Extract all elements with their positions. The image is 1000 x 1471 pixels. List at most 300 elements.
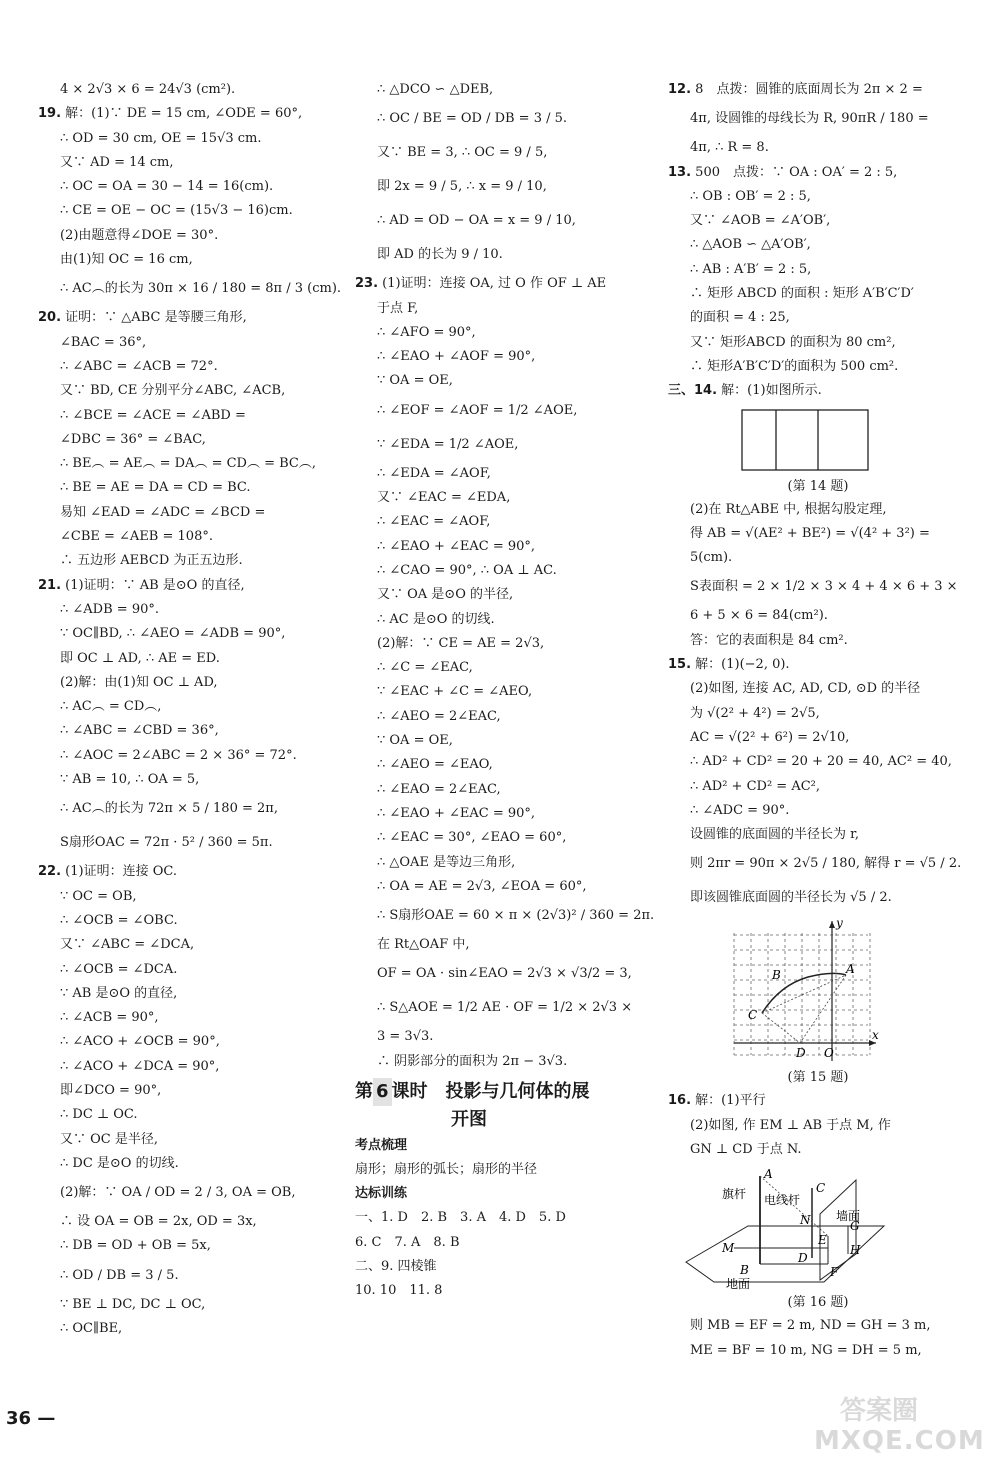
answer-line	[668, 306, 968, 330]
question-number: 22.	[38, 864, 62, 880]
answer-text: ∵ OC∥BD, ∴ ∠AEO = ∠ADB = 90°,	[60, 626, 286, 642]
answer-line	[668, 379, 968, 403]
answer-text: ∴ AC︵的长为 72π × 5 / 180 = 2π,	[60, 801, 278, 817]
fig16-label-a: A	[764, 1167, 773, 1182]
answer-line	[668, 604, 968, 628]
answer-text: ∵ AB = 10, ∴ OA = 5,	[60, 772, 200, 788]
answer-line	[668, 355, 968, 379]
answer-line	[668, 1339, 968, 1363]
answer-line	[668, 881, 968, 915]
answer-text: ∴ DB = OD + OB = 5x,	[60, 1238, 211, 1254]
answer-text: 二、9. 四棱锥	[355, 1258, 437, 1274]
answer-text: ∠CBE = ∠AEB = 108°.	[60, 529, 213, 545]
answer-text: ∴ OC / BE = OD / DB = 3 / 5.	[377, 111, 568, 127]
answer-line	[355, 428, 620, 462]
answer-text: 10. 10 11. 8	[355, 1283, 443, 1299]
answer-text: ∴ 矩形 ABCD 的面积 : 矩形 A′B′C′D′	[690, 286, 914, 302]
answer-line	[38, 1006, 328, 1030]
answer-line	[38, 404, 328, 428]
column-3-part-b	[668, 498, 968, 916]
answer-line	[355, 369, 620, 393]
answer-text: ∴ AC 是⊙O 的切线.	[377, 611, 495, 627]
answer-line	[38, 452, 328, 476]
answer-line	[668, 823, 968, 847]
answer-text: ∴ 矩形A′B′C′D′的面积为 500 cm².	[690, 358, 899, 374]
answer-line	[38, 525, 328, 549]
answer-text: (2)解：∵ CE = AE = 2√3,	[377, 635, 545, 651]
answer-line	[668, 161, 968, 185]
answer-column-2	[355, 78, 655, 1304]
answer-text: (1)证明：连接 OC.	[65, 864, 177, 880]
answer-text: 又∵ BD, CE 分别平分∠ABC, ∠ACB,	[60, 383, 286, 399]
answer-text: 3 = 3√3.	[377, 1029, 434, 1045]
question-number: 19.	[38, 106, 62, 122]
answer-text: ∵ AB 是⊙O 的直径,	[60, 985, 178, 1001]
answer-text: ∴ ∠EDA = ∠AOF,	[377, 465, 491, 481]
answer-text: 4π, ∴ R = 8.	[690, 140, 769, 156]
answer-line	[355, 656, 620, 680]
fig15-label-o: O	[824, 1046, 834, 1061]
answer-text: ∵ OA = OE,	[377, 373, 453, 389]
fig16-label-g: G	[850, 1219, 860, 1234]
answer-line	[355, 486, 620, 510]
answer-line	[355, 170, 620, 204]
answer-text: ∴ CE = OE − OC = (15√3 − 16)cm.	[60, 203, 293, 219]
answer-text: S扇形OAC = 72π · 5² / 360 = 5π.	[60, 835, 273, 851]
answer-text: ∴ OA = AE = 2√3, ∠EOA = 60°,	[377, 878, 587, 894]
fig15-label-b: B	[772, 968, 781, 983]
watermark-line-2: MXQE.COM	[814, 1426, 985, 1456]
answer-line	[668, 726, 968, 750]
answer-text: 5(cm).	[690, 550, 733, 566]
answer-line	[355, 753, 620, 777]
answer-line	[38, 860, 328, 884]
answer-text: ∴ DC ⊥ OC.	[60, 1107, 138, 1123]
answer-line	[668, 282, 968, 306]
answer-line	[38, 768, 328, 792]
lesson-title-main: 课时 投影与几何体的展	[391, 1081, 590, 1103]
answer-text: OF = OA · sin∠EAO = 2√3 × √3/2 = 3,	[377, 966, 632, 982]
answer-text: 500 点拨：∵ OA : OA′ = 2 : 5,	[695, 164, 898, 180]
answer-line	[38, 355, 328, 379]
answer-text: (2)解：由(1)知 OC ⊥ AD,	[60, 674, 218, 690]
answer-line	[668, 233, 968, 257]
answer-text: ∵ OA = OE,	[377, 733, 453, 749]
answer-line	[38, 1055, 328, 1079]
answer-line	[38, 826, 328, 860]
fig16-label-d: D	[798, 1251, 808, 1266]
answer-line	[355, 778, 620, 802]
answer-text: 为 √(2² + 4²) = 2√5,	[690, 705, 820, 721]
answer-line	[38, 695, 328, 719]
lesson-title-prefix: 第	[355, 1081, 373, 1103]
answer-text: ∴ △AOB ∽ △A′OB′,	[690, 237, 811, 253]
answer-line	[38, 647, 328, 671]
answer-line	[38, 1079, 328, 1103]
answer-line	[668, 102, 968, 136]
answer-line	[668, 78, 968, 102]
answer-line	[38, 248, 328, 272]
answer-text: ∴ OB : OB′ = 2 : 5,	[690, 188, 811, 204]
page-number: 36 —	[6, 1408, 56, 1429]
answer-line	[355, 583, 620, 607]
answer-text: 由(1)知 OC = 16 cm,	[60, 252, 193, 268]
answer-line	[38, 885, 328, 909]
fig16-label-f: F	[830, 1265, 839, 1280]
answer-line	[38, 909, 328, 933]
answer-text: ∴ ∠ABC = ∠CBD = 36°,	[60, 723, 219, 739]
fig15-label-d: D	[796, 1046, 806, 1061]
answer-line	[355, 851, 620, 875]
answer-line	[38, 272, 342, 306]
answer-line	[38, 1030, 328, 1054]
figure-15	[668, 915, 968, 1067]
answer-text: ∴ ∠AEO = 2∠EAC,	[377, 708, 501, 724]
answer-line	[355, 559, 620, 583]
answer-text: ∴ OC = OA = 30 − 14 = 16(cm).	[60, 179, 274, 195]
answer-line	[668, 546, 968, 570]
lesson-title	[355, 1078, 620, 1106]
answer-line	[38, 1176, 328, 1210]
answer-line	[355, 78, 620, 102]
answer-text: 即该圆锥底面圆的半径长为 √5 / 2.	[690, 890, 892, 906]
answer-line	[355, 1255, 620, 1279]
answer-line	[668, 331, 968, 355]
lesson-title-line2: 开图	[451, 1109, 487, 1131]
figure-14-caption: (第 14 题)	[787, 478, 849, 494]
question-number: 20.	[38, 310, 62, 326]
answer-text: ∴ ∠C = ∠EAC,	[377, 660, 473, 676]
subsection-heading: 达标训练	[355, 1186, 408, 1202]
answer-text: ∴ ∠CAO = 90°, ∴ OA ⊥ AC.	[377, 562, 557, 578]
answer-text: ∠DBC = 36° = ∠BAC,	[60, 431, 206, 447]
question-number: 13.	[668, 164, 692, 180]
answer-line	[355, 899, 655, 933]
answer-line	[355, 991, 633, 1025]
answer-text: 证明：∵ △ABC 是等腰三角形,	[65, 310, 247, 326]
answer-text: ∴ ∠ACO + ∠DCA = 90°,	[60, 1058, 220, 1074]
answer-line	[38, 127, 328, 151]
fig15-label-c: C	[748, 1008, 758, 1023]
answer-line	[355, 345, 620, 369]
answer-text: 的面积 = 4 : 25,	[690, 310, 790, 326]
answer-text: ∴ DC 是⊙O 的切线.	[60, 1155, 179, 1171]
answer-text: ∴ BE = AE = DA = CD = BC.	[60, 480, 251, 496]
answer-line	[38, 622, 328, 646]
answer-text: ∠BAC = 36°,	[60, 334, 147, 350]
answer-line	[668, 629, 968, 653]
answer-text: ∴ OD = 30 cm, OE = 15√3 cm.	[60, 130, 262, 146]
answer-text: 设圆锥的底面圆的半径长为 r,	[690, 827, 860, 843]
answer-line	[668, 1314, 968, 1338]
answer-text: 6. C 7. A 8. B	[355, 1234, 460, 1250]
answer-line	[38, 982, 328, 1006]
answer-text: ∴ AD² + CD² = AC²,	[690, 778, 820, 794]
answer-text: 6 + 5 × 6 = 84(cm²).	[690, 608, 828, 624]
fig16-label-e: E	[818, 1233, 827, 1248]
question-number: 16.	[668, 1093, 692, 1109]
answer-text: 又∵ ∠AOB = ∠A′OB′,	[690, 213, 831, 229]
answer-line	[355, 238, 620, 272]
answer-line	[355, 802, 620, 826]
answer-text: 则 MB = EF = 2 m, ND = GH = 3 m,	[690, 1318, 931, 1334]
answer-line	[668, 775, 968, 799]
answer-line	[355, 1158, 620, 1182]
answer-text: 4π, 设圆锥的母线长为 R, 90πR / 180 =	[690, 111, 929, 127]
answer-line	[38, 1234, 328, 1258]
answer-text: 解：(1)∵ DE = 15 cm, ∠ODE = 60°,	[65, 106, 303, 122]
answer-line	[355, 933, 620, 957]
answer-text: ∴ ∠ADC = 90°.	[690, 802, 790, 818]
answer-text: ∴ 五边形 AEBCD 为正五边形.	[60, 553, 243, 569]
answer-line	[355, 462, 620, 486]
answer-text: 扇形；扇形的弧长；扇形的半径	[355, 1162, 538, 1178]
answer-text: ∴ ∠EAO + ∠EAC = 90°,	[377, 805, 536, 821]
answer-text: 易知 ∠EAD = ∠ADC = ∠BCD =	[60, 504, 266, 520]
answer-text: ∴ S△AOE = 1/2 AE · OF = 1/2 × 2√3 ×	[377, 1000, 633, 1016]
answer-line	[355, 136, 620, 170]
answer-text: ∴ ∠ACB = 90°,	[60, 1010, 159, 1026]
answer-text: AC = √(2² + 6²) = 2√10,	[690, 729, 850, 745]
answer-text: ∴ ∠OCB = ∠DCA.	[60, 961, 178, 977]
answer-line	[355, 272, 620, 296]
answer-line	[355, 680, 620, 704]
answer-text: 在 Rt△OAF 中,	[377, 937, 470, 953]
answer-text: 于点 F,	[377, 300, 419, 316]
answer-line	[355, 826, 620, 850]
fig15-label-a: A	[846, 962, 855, 977]
answer-text: ∴ OC∥BE,	[60, 1321, 123, 1337]
answer-text: ∴ △OAE 是等边三角形,	[377, 854, 516, 870]
answer-text: S表面积 = 2 × 1/2 × 3 × 4 + 4 × 6 + 3 ×	[690, 579, 958, 595]
answer-line	[38, 1317, 328, 1341]
answer-line	[38, 958, 328, 982]
answer-line	[38, 1152, 328, 1176]
answer-line	[355, 297, 620, 321]
answer-text: 解：(1)(−2, 0).	[695, 657, 790, 673]
answer-text: 即 OC ⊥ AD, ∴ AE = ED.	[60, 650, 220, 666]
answer-text: ∴ OD / DB = 3 / 5.	[60, 1267, 179, 1283]
answer-text: ∴ ∠AEO = ∠EAO,	[377, 757, 493, 773]
answer-text: ∴ ∠BCE = ∠ACE = ∠ABD =	[60, 407, 246, 423]
figure-14	[668, 404, 968, 476]
figure-15-caption: (第 15 题)	[787, 1070, 849, 1086]
column-2-part-a	[355, 78, 655, 1074]
answer-text: ME = BF = 10 m, NG = DH = 5 m,	[690, 1342, 922, 1358]
answer-line	[355, 321, 620, 345]
fig16-label-n: N	[800, 1213, 811, 1228]
answer-line	[668, 185, 968, 209]
answer-text: (1)证明：连接 OA, 过 O 作 OF ⊥ AE	[382, 276, 607, 292]
column-3-part-d	[668, 1314, 968, 1363]
answer-line	[668, 750, 968, 774]
answer-line	[38, 1210, 328, 1234]
answer-line	[38, 379, 328, 403]
answer-text: 解：(1)如图所示.	[721, 383, 822, 399]
fig16-label-m: M	[722, 1241, 735, 1256]
answer-line	[38, 224, 328, 248]
answer-text: ∴ 设 OA = OB = 2x, OD = 3x,	[60, 1214, 257, 1230]
answer-line	[38, 1103, 328, 1127]
answer-line	[668, 498, 968, 522]
answer-line	[355, 957, 632, 991]
answer-line	[355, 394, 620, 428]
question-number: 21.	[38, 577, 62, 593]
answer-text: ∴ AC︵ = CD︵,	[60, 699, 162, 715]
answer-line	[38, 598, 328, 622]
answer-text: 得 AB = √(AE² + BE²) = √(4² + 3²) =	[690, 525, 930, 541]
answer-line	[38, 792, 328, 826]
answer-text: ∵ OC = OB,	[60, 888, 137, 904]
answer-line	[38, 501, 328, 525]
figure-15-coordinate-grid	[668, 915, 968, 1065]
fig16-label-b: B	[740, 1263, 749, 1278]
subsection-heading: 考点梳理	[355, 1138, 408, 1154]
answer-line	[668, 677, 968, 701]
answer-column-1	[38, 78, 342, 1341]
answer-line	[355, 535, 620, 559]
answer-line	[668, 1089, 968, 1113]
answer-text: ∴ ∠EAC = ∠AOF,	[377, 514, 491, 530]
answer-line	[38, 719, 328, 743]
answer-line	[355, 875, 620, 899]
watermark-line-1: 答案圈	[840, 1396, 919, 1426]
answer-text: ∴ AB : A′B′ = 2 : 5,	[690, 261, 812, 277]
answer-text: ∴ AD = OD − OA = x = 9 / 10,	[377, 213, 576, 229]
answer-text: ∴ ∠ABC = ∠ACB = 72°.	[60, 358, 218, 374]
answer-text: 又∵ OA 是⊙O 的半径,	[377, 587, 514, 603]
answer-line	[38, 1293, 328, 1317]
figure-14-three-view-rectangles	[668, 404, 968, 474]
answer-text: GN ⊥ CD 于点 N.	[690, 1142, 802, 1158]
answer-text: ∴ ∠AFO = 90°,	[377, 324, 476, 340]
answer-text: 又∵ BE = 3, ∴ OC = 9 / 5,	[377, 145, 548, 161]
answer-text: ∴ ∠EAC = 30°, ∠EAO = 60°,	[377, 830, 567, 846]
answer-line	[668, 847, 968, 881]
answer-line	[38, 1128, 328, 1152]
answer-text: ∴ BE︵ = AE︵ = DA︵ = CD︵ = BC︵,	[60, 456, 317, 472]
answer-text: ∵ ∠EAC + ∠C = ∠AEO,	[377, 684, 533, 700]
answer-line	[38, 151, 328, 175]
answer-text: 又∵ AD = 14 cm,	[60, 154, 174, 170]
answer-line	[668, 1114, 968, 1138]
answer-text: 又∵ 矩形ABCD 的面积为 80 cm²,	[690, 334, 896, 350]
answer-text: ∴ S扇形OAE = 60 × π × (2√3)² / 360 = 2π.	[377, 908, 655, 924]
fig15-label-y: y	[836, 916, 843, 931]
answer-text: 一、1. D 2. B 3. A 4. D 5. D	[355, 1210, 566, 1226]
answer-text: 则 2πr = 90π × 2√5 / 180, 解得 r = √5 / 2.	[690, 856, 962, 872]
answer-text: ∴ △DCO ∽ △DEB,	[377, 82, 494, 97]
figure-16-caption: (第 16 题)	[787, 1295, 849, 1311]
answer-line	[355, 729, 620, 753]
answer-text: ∴ 阴影部分的面积为 2π − 3√3.	[377, 1053, 568, 1069]
answer-column-3	[668, 78, 968, 1363]
answer-line	[38, 175, 328, 199]
answer-text: ∴ ∠OCB = ∠OBC.	[60, 912, 178, 928]
answer-text: 又∵ ∠EAC = ∠EDA,	[377, 490, 511, 506]
fig16-label-flagpole: 旗杆	[722, 1187, 747, 1202]
answer-line	[38, 199, 328, 223]
fig16-label-h: H	[850, 1243, 861, 1258]
answer-line	[668, 522, 968, 546]
answer-line	[38, 306, 328, 330]
fig16-label-wall: 墙面	[836, 1209, 861, 1224]
figure-16	[668, 1162, 968, 1292]
answer-line	[355, 608, 620, 632]
question-number: 23.	[355, 276, 379, 292]
answer-text: ∴ AC︵的长为 30π × 16 / 180 = 8π / 3 (cm).	[60, 281, 342, 297]
answer-line	[355, 1206, 620, 1230]
answer-line	[668, 136, 968, 160]
answer-line	[668, 1138, 968, 1162]
answer-line	[38, 574, 328, 598]
answer-line	[668, 570, 968, 604]
answer-line	[38, 102, 328, 126]
answer-text: 又∵ OC 是半径,	[60, 1131, 159, 1147]
answer-text: 即∠DCO = 90°,	[60, 1082, 162, 1098]
answer-text: (1)证明：∵ AB 是⊙O 的直径,	[65, 577, 245, 593]
answer-line	[355, 1279, 620, 1303]
answer-line	[38, 744, 328, 768]
answer-line	[38, 671, 328, 695]
answer-line	[38, 476, 328, 500]
answer-line	[668, 258, 968, 282]
answer-text: 即 2x = 9 / 5, ∴ x = 9 / 10,	[377, 179, 547, 195]
answer-text: 答：它的表面积是 84 cm².	[690, 632, 848, 648]
answer-text: ∴ ∠EAO + ∠EAC = 90°,	[377, 538, 536, 554]
lesson-number: 6	[373, 1078, 392, 1106]
answer-text: ∴ ∠ADB = 90°.	[60, 601, 159, 617]
answer-line	[38, 331, 328, 355]
answer-text: ∴ ∠ACO + ∠OCB = 90°,	[60, 1034, 220, 1050]
answer-text: ∴ ∠EAO + ∠AOF = 90°,	[377, 349, 536, 365]
answer-text: (2)如图, 作 EM ⊥ AB 于点 M, 作	[690, 1117, 891, 1133]
answer-text: 解：(1)平行	[695, 1093, 766, 1109]
fig16-label-c: C	[816, 1181, 826, 1196]
column-3-part-a	[668, 78, 968, 404]
question-number: 12.	[668, 82, 692, 97]
answer-line	[668, 209, 968, 233]
watermark-logo	[800, 1390, 990, 1460]
question-number: 15.	[668, 657, 692, 673]
answer-line	[38, 549, 328, 573]
answer-line	[355, 1050, 620, 1074]
answer-text: 8 点拨：圆锥的底面周长为 2π × 2 =	[695, 82, 923, 97]
answer-line	[355, 1231, 620, 1255]
answer-text: (2)由题意得∠DOE = 30°.	[60, 227, 219, 243]
column-2-part-b	[355, 1134, 620, 1303]
answer-line	[355, 1025, 620, 1049]
answer-text: ∴ AD² + CD² = 20 + 20 = 40, AC² = 40,	[690, 754, 952, 770]
figure-16-flagpole-diagram	[668, 1162, 968, 1290]
question-number: 三、14.	[668, 383, 718, 399]
answer-text: (2)如图, 连接 AC, AD, CD, ⊙D 的半径	[690, 681, 921, 697]
answer-text: ∴ ∠EAO = 2∠EAC,	[377, 781, 501, 797]
answer-text: ∴ ∠AOC = 2∠ABC = 2 × 36° = 72°.	[60, 747, 297, 763]
answer-line	[38, 933, 328, 957]
answer-line	[355, 510, 620, 534]
answer-text: 4 × 2√3 × 6 = 24√3 (cm²).	[60, 82, 236, 97]
answer-line	[38, 78, 328, 102]
answer-line	[355, 102, 620, 136]
answer-text: ∴ ∠EOF = ∠AOF = 1/2 ∠AOE,	[377, 402, 578, 418]
answer-text: 即 AD 的长为 9 / 10.	[377, 247, 503, 263]
column-3-part-c	[668, 1089, 968, 1162]
answer-line	[38, 1259, 328, 1293]
fig16-label-ground: 地面	[726, 1277, 751, 1291]
answer-line	[668, 702, 968, 726]
answer-line	[668, 799, 968, 823]
